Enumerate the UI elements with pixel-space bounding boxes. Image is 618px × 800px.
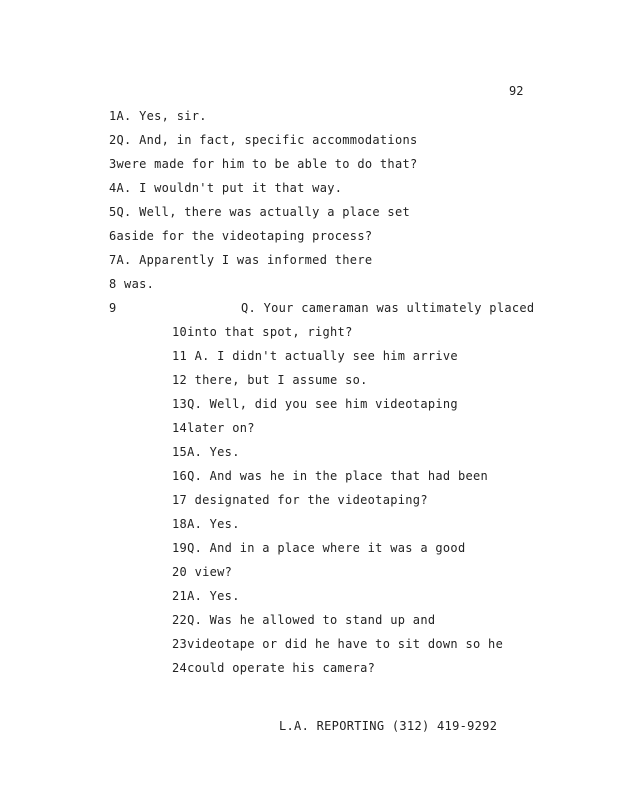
transcript-line [172,589,240,603]
transcript-line [109,277,154,291]
line-number: 10 [172,325,188,339]
line-text: Q. Was he allowed to stand up and [187,613,436,627]
line-text: Q. Your cameraman was ultimately placed [241,301,535,315]
line-number: 8 [109,277,117,291]
transcript-line [172,469,488,483]
line-number: 12 [172,373,188,387]
line-number: 17 [172,493,188,507]
line-text: designated for the videotaping? [187,493,428,507]
transcript-line [172,565,232,579]
line-number: 14 [172,421,188,435]
line-text: there, but I assume so. [187,373,368,387]
line-text: Q. And was he in the place that had been [187,469,489,483]
transcript-line [172,325,353,339]
line-text: A. Yes. [187,517,240,531]
transcript-line [172,613,435,627]
transcript-line [172,397,458,411]
line-number: 20 [172,565,188,579]
line-text: view? [187,565,233,579]
line-number: 7 [109,253,117,267]
transcript-line [172,541,465,555]
line-text: later on? [187,421,255,435]
line-text: A. Apparently I was informed there [116,253,373,267]
transcript-line [172,661,375,675]
line-text: Q. And, in fact, specific accommodations [116,133,418,147]
line-text: A. Yes. [187,589,240,603]
line-text: A. I wouldn't put it that way. [116,181,343,195]
line-number: 16 [172,469,188,483]
transcript-line [172,493,428,507]
line-number: 18 [172,517,188,531]
line-number: 22 [172,613,188,627]
line-text: Q. Well, there was actually a place set [116,205,410,219]
line-number: 24 [172,661,188,675]
line-text: could operate his camera? [187,661,376,675]
line-number: 1 [109,109,117,123]
line-text: was. [116,277,155,291]
transcript-line [172,349,458,363]
transcript-line [172,517,240,531]
page-number: 92 [509,84,524,98]
line-number: 23 [172,637,188,651]
line-number: 11 [172,349,188,363]
line-text: aside for the videotaping process? [116,229,373,243]
transcript-line [172,637,503,651]
line-number: 13 [172,397,188,411]
line-text: A. I didn't actually see him arrive [187,349,458,363]
line-number: 5 [109,205,117,219]
reporter-footer: L.A. REPORTING (312) 419-9292 [279,719,498,733]
transcript-line [172,421,255,435]
line-number: 6 [109,229,117,243]
line-text: Q. Well, did you see him videotaping [187,397,458,411]
transcript-line [109,205,410,219]
line-text: videotape or did he have to sit down so he [187,637,504,651]
transcript-line [109,301,535,315]
transcript-line [172,373,368,387]
line-text: Q. And in a place where it was a good [187,541,466,555]
transcript-line [109,253,372,267]
line-number: 3 [109,157,117,171]
transcript-line [109,157,418,171]
transcript-line [172,445,240,459]
line-text: into that spot, right? [187,325,353,339]
line-text: were made for him to be able to do that? [116,157,418,171]
line-text: A. Yes. [187,445,240,459]
line-number: 9 [109,301,117,315]
transcript-line [109,181,342,195]
transcript-line [109,133,418,147]
line-number: 21 [172,589,188,603]
line-number: 4 [109,181,117,195]
line-number: 15 [172,445,188,459]
line-text: A. Yes, sir. [116,109,207,123]
transcript-line [109,109,207,123]
transcript-line [109,229,372,243]
line-number: 2 [109,133,117,147]
line-number: 19 [172,541,188,555]
